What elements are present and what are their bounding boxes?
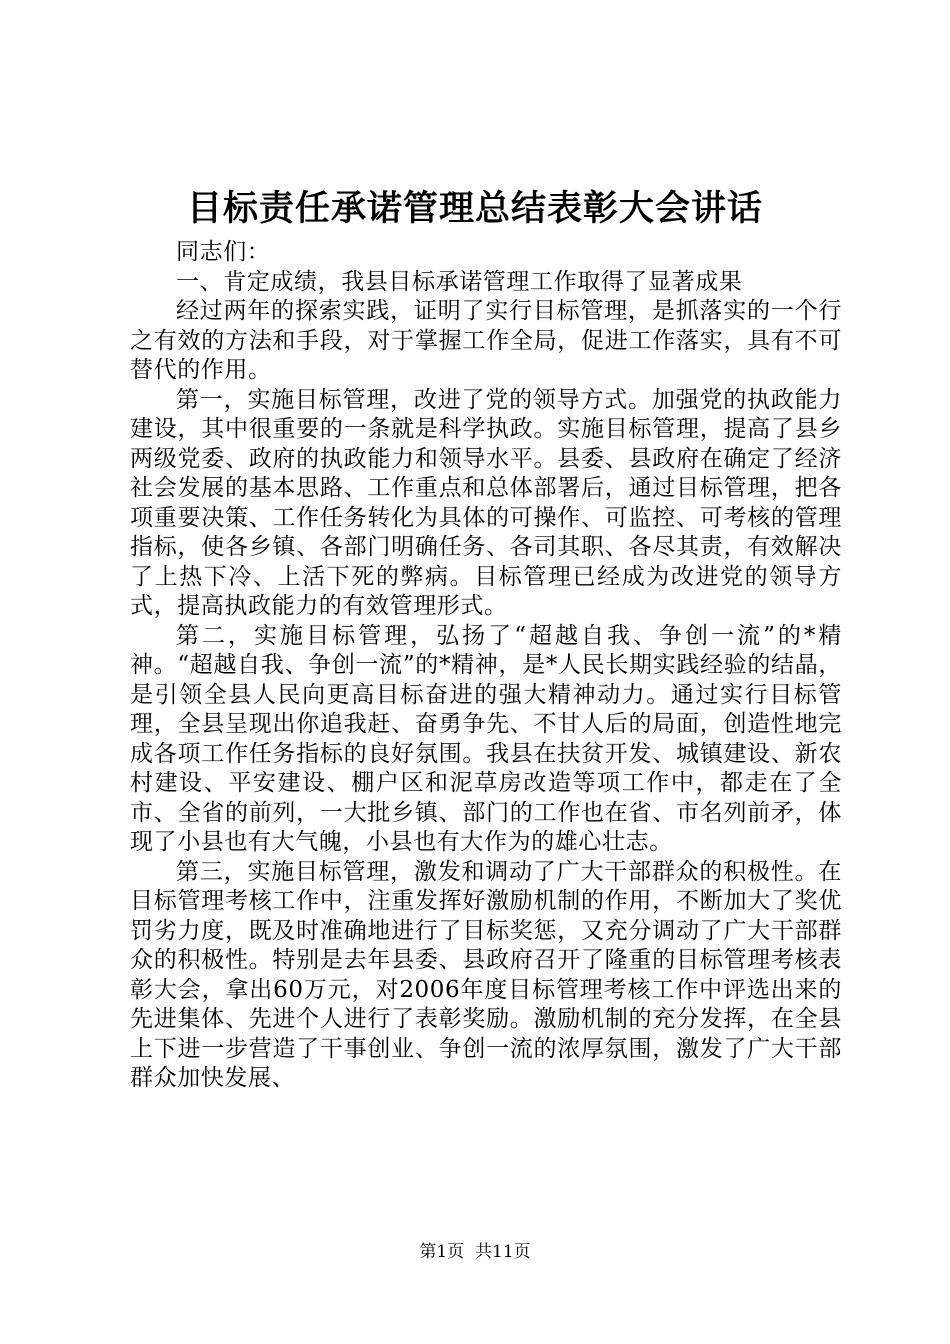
body-paragraph: 第二，实施目标管理，弘扬了“超越自我、争创一流”的*精神。“超越自我、争创一流”的*精神，是*人民长期实践经验的结晶，是引领全县人民向更高目标奋进的强大精神动力。通过实行目标管理，全县呈现出你追我赶、奋勇争先、不甘人后的局面，创造性地完成各项工作任务指标的良好氛围。我县在扶贫开发、城镇建设、新农村建设、平安建设、棚户区和泥草房改造等项工作中，都走在了全市、全省的前列，一大批乡镇、部门的工作也在省、市名列前矛，体现了小县也有大气魄，小县也有大作为的雄心壮志。 [130, 622, 842, 855]
document-title: 目标责任承诺管理总结表彰大会讲话 [186, 188, 763, 229]
body-paragraph: 经过两年的探索实践，证明了实行目标管理，是抓落实的一个行之有效的方法和手段，对于掌握工作全局，促进工作落实，具有不可替代的作用。 [130, 298, 842, 383]
page-number: 第1页 [419, 1242, 465, 1262]
body-paragraph: 第三，实施目标管理，激发和调动了广大干部群众的积极性。在目标管理考核工作中，注重发挥好激励机制的作用，不断加大了奖优罚劣力度，既及时准确地进行了目标奖惩，又充分调动了广大干部群众的积极性。特别是去年县委、县政府召开了隆重的目标管理考核表彰大会，拿出60万元，对2006年度目标管理考核工作中评选出来的先进集体、先进个人进行了表彰奖励。激励机制的充分发挥，在全县上下进一步营造了干事创业、争创一流的浓厚氛围，激发了广大干部群众加快发展、 [130, 858, 842, 1091]
page-footer [0, 1240, 950, 1264]
body-paragraph: 第一，实施目标管理，改进了党的领导方式。加强党的执政能力建设，其中很重要的一条就是科学执政。实施目标管理，提高了县乡两级党委、政府的执政能力和领导水平。县委、县政府在确定了经济社会发展的基本思路、工作重点和总体部署后，通过目标管理，把各项重要决策、工作任务转化为具体的可操作、可监控、可考核的管理指标，使各乡镇、各部门明确任务、各司其职、各尽其责，有效解决了上热下冷、上活下死的弊病。目标管理已经成为改进党的领导方式，提高执政能力的有效管理形式。 [130, 386, 842, 619]
section-heading: 一、肯定成绩，我县目标承诺管理工作取得了显著成果 [176, 268, 743, 295]
document-body [130, 238, 842, 1094]
page-total: 共11页 [475, 1242, 531, 1262]
salutation-paragraph: 同志们： [176, 239, 271, 265]
